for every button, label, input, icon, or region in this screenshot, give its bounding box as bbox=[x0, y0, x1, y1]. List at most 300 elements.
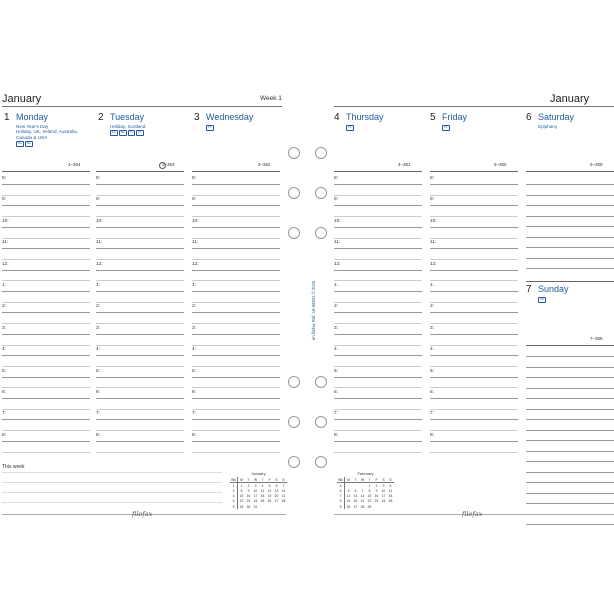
hour-label: 8: bbox=[192, 176, 197, 181]
day-count: 4–361 bbox=[398, 162, 411, 167]
region-badge: PL bbox=[207, 125, 212, 129]
day-header bbox=[526, 112, 614, 152]
hour-label: 2: bbox=[2, 304, 7, 310]
writing-line bbox=[526, 216, 614, 217]
date-cell: 13 bbox=[353, 494, 358, 499]
writing-line bbox=[430, 291, 518, 292]
date-cell: 27 bbox=[353, 504, 358, 509]
date-cell: 16 bbox=[246, 494, 251, 499]
weekday-header: Wk bbox=[338, 477, 343, 482]
hour-label: 7: bbox=[192, 411, 197, 417]
writing-line bbox=[2, 387, 90, 388]
region-badge: NZ bbox=[26, 141, 32, 146]
mini-calendar-grid bbox=[230, 477, 287, 509]
writing-line bbox=[334, 398, 422, 399]
writing-line bbox=[334, 205, 422, 206]
left-page bbox=[2, 86, 292, 526]
writing-line bbox=[192, 238, 280, 239]
date-cell bbox=[373, 504, 380, 509]
date-cell: 24 bbox=[253, 499, 258, 504]
writing-line bbox=[2, 492, 222, 493]
day-count: 3–362 bbox=[258, 162, 271, 167]
writing-line bbox=[2, 280, 90, 281]
binder-hole bbox=[288, 147, 300, 159]
hour-label: 4: bbox=[192, 347, 197, 353]
writing-line bbox=[96, 195, 184, 196]
day-badges bbox=[206, 124, 284, 131]
hour-label: 2: bbox=[96, 304, 101, 310]
writing-line bbox=[526, 461, 614, 462]
writing-line bbox=[430, 345, 518, 346]
date-cell: 6 bbox=[275, 483, 278, 488]
date-cell: 14 bbox=[360, 494, 365, 499]
writing-line bbox=[430, 216, 518, 217]
writing-line bbox=[192, 398, 280, 399]
writing-line bbox=[430, 355, 518, 356]
mini-calendar-january bbox=[230, 471, 287, 509]
day-count: 1–364 bbox=[68, 162, 81, 167]
writing-line bbox=[192, 227, 280, 228]
writing-line bbox=[334, 270, 422, 271]
writing-line bbox=[192, 302, 280, 303]
writing-line bbox=[526, 430, 614, 431]
hour-label: 1: bbox=[430, 283, 435, 288]
weekday-header: T bbox=[259, 477, 266, 483]
writing-line bbox=[334, 312, 422, 313]
writing-line bbox=[526, 247, 614, 248]
writing-line bbox=[2, 216, 90, 217]
writing-line bbox=[334, 409, 422, 410]
mini-calendar-row bbox=[337, 504, 394, 509]
hour-label: 4: bbox=[334, 347, 339, 353]
day-notes bbox=[206, 124, 284, 131]
date-cell: 3 bbox=[382, 483, 385, 488]
writing-line bbox=[192, 441, 280, 442]
writing-line bbox=[526, 356, 614, 357]
writing-line bbox=[2, 195, 90, 196]
binder-hole bbox=[315, 187, 327, 199]
hour-label: 3: bbox=[334, 325, 339, 331]
day-number: 3 bbox=[194, 112, 200, 123]
writing-line bbox=[430, 184, 518, 185]
hour-label: 8: bbox=[334, 432, 339, 438]
region-badge: SC bbox=[17, 141, 23, 146]
writing-line bbox=[96, 312, 184, 313]
date-cell: 25 bbox=[260, 499, 265, 504]
weekday-header: W bbox=[360, 477, 365, 482]
date-cell: 9 bbox=[247, 488, 250, 493]
writing-line bbox=[334, 355, 422, 356]
weekday-header: T bbox=[366, 477, 373, 483]
day-note: Canada & USA bbox=[16, 134, 48, 140]
writing-line bbox=[96, 302, 184, 303]
hour-label: 11: bbox=[192, 240, 199, 246]
mini-calendar-title: February bbox=[357, 471, 374, 476]
weekday-header: S bbox=[380, 477, 387, 483]
writing-line bbox=[2, 452, 90, 453]
writing-line bbox=[334, 216, 422, 217]
writing-line bbox=[2, 259, 90, 260]
writing-line bbox=[430, 366, 518, 367]
hour-label: 9: bbox=[430, 197, 435, 203]
writing-line bbox=[430, 419, 518, 420]
hour-label: 6: bbox=[430, 390, 435, 395]
writing-line bbox=[526, 184, 614, 185]
date-cell: 28 bbox=[281, 499, 286, 504]
hour-label: 5: bbox=[192, 368, 197, 374]
writing-line bbox=[526, 503, 614, 504]
writing-line bbox=[96, 398, 184, 399]
hour-label: 9: bbox=[96, 197, 101, 203]
writing-line bbox=[96, 323, 184, 324]
hour-label: 1: bbox=[96, 283, 101, 288]
writing-line bbox=[430, 227, 518, 228]
date-cell: 18 bbox=[260, 494, 265, 499]
day-notes bbox=[538, 124, 614, 129]
right-page bbox=[322, 86, 612, 526]
writing-line bbox=[96, 184, 184, 185]
day-badges bbox=[442, 124, 520, 131]
day-header bbox=[194, 112, 282, 152]
date-cell: 11 bbox=[388, 488, 393, 493]
weekday-header: Wk bbox=[231, 477, 236, 482]
writing-line bbox=[192, 377, 280, 378]
writing-line bbox=[2, 227, 90, 228]
hour-label: 7: bbox=[2, 411, 7, 417]
date-cell: 19 bbox=[346, 499, 351, 504]
writing-line bbox=[192, 323, 280, 324]
writing-line bbox=[526, 367, 614, 368]
hour-label: 10: bbox=[334, 218, 341, 224]
writing-line bbox=[96, 441, 184, 442]
writing-line bbox=[526, 409, 614, 410]
date-cell: 29 bbox=[239, 504, 244, 509]
date-cell: 29 bbox=[367, 504, 372, 509]
writing-line bbox=[334, 334, 422, 335]
date-cell: 11 bbox=[260, 488, 265, 493]
day-name: Friday bbox=[442, 112, 468, 122]
day-notes bbox=[16, 124, 94, 147]
weekday-header: T bbox=[352, 477, 359, 483]
writing-line bbox=[334, 419, 422, 420]
day-note: New Year's Day bbox=[16, 124, 49, 129]
writing-line bbox=[2, 377, 90, 378]
writing-line bbox=[192, 419, 280, 420]
date-cell: 21 bbox=[281, 494, 286, 499]
hour-label: 12: bbox=[430, 261, 437, 267]
writing-line bbox=[334, 195, 422, 196]
day-column-rule bbox=[526, 171, 614, 172]
hour-label: 8: bbox=[2, 176, 7, 181]
writing-line bbox=[2, 270, 90, 271]
region-badge: SG bbox=[539, 297, 545, 301]
day-name: Tuesday bbox=[110, 112, 145, 122]
writing-line bbox=[192, 409, 280, 410]
weekday-header: S bbox=[387, 477, 394, 483]
date-cell: 23 bbox=[246, 499, 251, 504]
day-number: 5 bbox=[430, 112, 436, 123]
writing-line bbox=[2, 312, 90, 313]
date-cell: 12 bbox=[346, 494, 351, 499]
writing-line bbox=[526, 419, 614, 420]
day-badges bbox=[110, 129, 188, 136]
date-cell: 30 bbox=[246, 504, 251, 509]
writing-line bbox=[96, 334, 184, 335]
writing-line bbox=[430, 238, 518, 239]
day-count: 2–363 bbox=[162, 162, 175, 167]
date-cell: 18 bbox=[388, 494, 393, 499]
writing-line bbox=[334, 345, 422, 346]
day-number: 1 bbox=[4, 112, 10, 123]
date-cell: 6 bbox=[354, 488, 357, 493]
writing-line bbox=[192, 248, 280, 249]
hour-label: 7: bbox=[334, 411, 339, 417]
date-cell: 3 bbox=[254, 483, 257, 488]
hour-label: 3: bbox=[2, 325, 7, 331]
spine-text: en filofax Ref. 18-68502 © 2026 bbox=[311, 280, 316, 340]
hour-label: 5: bbox=[334, 368, 339, 374]
writing-line bbox=[334, 441, 422, 442]
mini-calendar-february bbox=[337, 471, 394, 509]
hour-label: 8: bbox=[2, 432, 7, 438]
writing-line bbox=[430, 195, 518, 196]
day-header bbox=[4, 112, 92, 152]
hour-label: 8: bbox=[334, 176, 339, 181]
binder-hole bbox=[315, 416, 327, 428]
writing-line bbox=[430, 387, 518, 388]
moon-phase-icon bbox=[159, 162, 166, 169]
writing-line bbox=[2, 302, 90, 303]
month-title: January bbox=[2, 93, 42, 105]
writing-line bbox=[526, 226, 614, 227]
weekday-header: F bbox=[266, 477, 273, 483]
writing-line bbox=[526, 472, 614, 473]
hour-label: 8: bbox=[192, 432, 197, 438]
writing-line bbox=[96, 345, 184, 346]
date-cell: 4 bbox=[261, 483, 264, 488]
day-header bbox=[98, 112, 186, 152]
writing-line bbox=[2, 323, 90, 324]
writing-line bbox=[526, 268, 614, 269]
writing-line bbox=[192, 195, 280, 196]
day-name: Wednesday bbox=[206, 112, 254, 122]
hour-label: 6: bbox=[334, 390, 339, 395]
date-cell: 17 bbox=[381, 494, 386, 499]
writing-line bbox=[430, 441, 518, 442]
date-cell: 25 bbox=[388, 499, 393, 504]
weekday-header: S bbox=[280, 477, 287, 483]
writing-line bbox=[192, 205, 280, 206]
writing-line bbox=[96, 377, 184, 378]
hour-label: 9: bbox=[334, 197, 339, 203]
day-note: Holiday, UK, Ireland, Australia, bbox=[16, 129, 78, 135]
day-header bbox=[430, 112, 518, 152]
hour-label: 11: bbox=[2, 240, 9, 246]
writing-line bbox=[2, 291, 90, 292]
date-cell: 23 bbox=[374, 499, 379, 504]
writing-line bbox=[430, 312, 518, 313]
date-cell: 31 bbox=[253, 504, 258, 509]
hour-label: 4: bbox=[96, 347, 101, 353]
writing-line bbox=[96, 366, 184, 367]
writing-line bbox=[430, 205, 518, 206]
day-number: 7 bbox=[526, 284, 532, 295]
mini-calendar-grid bbox=[337, 477, 394, 509]
week-number-cell: 1 bbox=[230, 483, 238, 489]
writing-line bbox=[526, 237, 614, 238]
date-cell: 7 bbox=[361, 488, 364, 493]
date-cell: 28 bbox=[360, 504, 365, 509]
hour-label: 9: bbox=[2, 197, 7, 203]
writing-line bbox=[2, 366, 90, 367]
date-cell: 15 bbox=[239, 494, 244, 499]
date-cell: 8 bbox=[368, 488, 371, 493]
day-column-rule bbox=[2, 171, 90, 172]
date-cell: 2 bbox=[247, 483, 250, 488]
binder-hole bbox=[315, 227, 327, 239]
hour-label: 10: bbox=[192, 218, 199, 224]
writing-line bbox=[334, 430, 422, 431]
date-cell: 14 bbox=[281, 488, 286, 493]
day-count: 5–360 bbox=[494, 162, 507, 167]
hour-label: 3: bbox=[192, 325, 197, 331]
date-cell: 15 bbox=[367, 494, 372, 499]
writing-line bbox=[526, 388, 614, 389]
date-cell: 9 bbox=[375, 488, 378, 493]
date-cell: 1 bbox=[240, 483, 243, 488]
date-cell: 27 bbox=[274, 499, 279, 504]
hour-label: 9: bbox=[192, 197, 197, 203]
weekday-header: S bbox=[273, 477, 280, 483]
writing-line bbox=[334, 248, 422, 249]
day-notes bbox=[110, 124, 188, 136]
hour-label: 8: bbox=[430, 432, 435, 438]
writing-line bbox=[192, 184, 280, 185]
day-name: Saturday bbox=[538, 112, 575, 122]
writing-line bbox=[192, 452, 280, 453]
week-number-cell: 2 bbox=[230, 488, 238, 493]
writing-line bbox=[334, 366, 422, 367]
region-badge: PL bbox=[138, 130, 142, 135]
date-cell: 5 bbox=[347, 488, 350, 493]
date-cell: 22 bbox=[239, 499, 244, 504]
day-column-rule bbox=[430, 171, 518, 172]
binder-hole bbox=[315, 376, 327, 388]
writing-line bbox=[192, 216, 280, 217]
day-column-rule bbox=[96, 171, 184, 172]
writing-line bbox=[2, 334, 90, 335]
writing-line bbox=[430, 270, 518, 271]
date-cell: 26 bbox=[346, 504, 351, 509]
writing-line bbox=[430, 398, 518, 399]
date-cell: 13 bbox=[274, 488, 279, 493]
writing-line bbox=[96, 387, 184, 388]
date-cell bbox=[259, 504, 266, 509]
writing-line bbox=[526, 482, 614, 483]
writing-line bbox=[526, 258, 614, 259]
mini-calendar-title: January bbox=[251, 471, 266, 476]
writing-line bbox=[430, 409, 518, 410]
writing-line bbox=[96, 216, 184, 217]
binder-hole bbox=[315, 456, 327, 468]
hour-label: 2: bbox=[430, 304, 435, 310]
hour-label: 7: bbox=[430, 411, 435, 417]
writing-line bbox=[2, 345, 90, 346]
writing-line bbox=[96, 280, 184, 281]
writing-line bbox=[192, 312, 280, 313]
day-count: 7–358 bbox=[590, 336, 603, 341]
day-number: 6 bbox=[526, 112, 532, 123]
date-cell: 24 bbox=[381, 499, 386, 504]
day-column-rule bbox=[526, 345, 614, 346]
writing-line bbox=[192, 334, 280, 335]
writing-line bbox=[192, 366, 280, 367]
hour-label: 12: bbox=[2, 261, 9, 267]
writing-line bbox=[526, 493, 614, 494]
writing-line bbox=[430, 248, 518, 249]
writing-line bbox=[2, 238, 90, 239]
week-number-cell: 9 bbox=[337, 504, 345, 509]
writing-line bbox=[2, 441, 90, 442]
writing-line bbox=[2, 409, 90, 410]
writing-line bbox=[2, 184, 90, 185]
writing-line bbox=[96, 355, 184, 356]
brand-logo: filofax bbox=[132, 510, 153, 518]
region-badge: PL bbox=[347, 125, 352, 129]
week-number-cell: 6 bbox=[337, 488, 345, 493]
month-title-right: January bbox=[550, 93, 590, 105]
hour-label: 12: bbox=[334, 261, 341, 267]
writing-line bbox=[96, 205, 184, 206]
writing-line bbox=[334, 323, 422, 324]
day-notes bbox=[442, 124, 520, 131]
hour-label: 2: bbox=[192, 304, 197, 310]
date-cell bbox=[280, 504, 287, 509]
writing-line bbox=[334, 452, 422, 453]
writing-line bbox=[526, 195, 614, 196]
mini-calendar-row bbox=[230, 504, 287, 509]
day-notes bbox=[346, 124, 424, 131]
date-cell: 7 bbox=[282, 483, 285, 488]
day-column-rule bbox=[192, 171, 280, 172]
week-number-cell: 5 bbox=[230, 504, 238, 509]
binder-hole bbox=[288, 227, 300, 239]
writing-line bbox=[2, 355, 90, 356]
writing-line bbox=[430, 323, 518, 324]
week-number: Week 1 bbox=[260, 95, 282, 102]
date-cell: 19 bbox=[267, 494, 272, 499]
region-badge: PL bbox=[443, 125, 448, 129]
hour-label: 4: bbox=[2, 347, 7, 353]
writing-line bbox=[430, 259, 518, 260]
day-name: Thursday bbox=[346, 112, 384, 122]
date-cell: 20 bbox=[274, 494, 279, 499]
date-cell: 22 bbox=[367, 499, 372, 504]
writing-line bbox=[334, 184, 422, 185]
writing-line bbox=[96, 452, 184, 453]
date-cell bbox=[273, 504, 280, 509]
hour-label: 12: bbox=[192, 261, 199, 267]
writing-line bbox=[430, 302, 518, 303]
weekday-header: T bbox=[245, 477, 252, 483]
weekday-header: W bbox=[253, 477, 258, 482]
weekend-divider bbox=[526, 281, 614, 282]
hour-label: 3: bbox=[96, 325, 101, 331]
date-cell: 20 bbox=[353, 499, 358, 504]
hour-label: 6: bbox=[2, 390, 7, 395]
writing-line bbox=[526, 398, 614, 399]
writing-line bbox=[334, 238, 422, 239]
